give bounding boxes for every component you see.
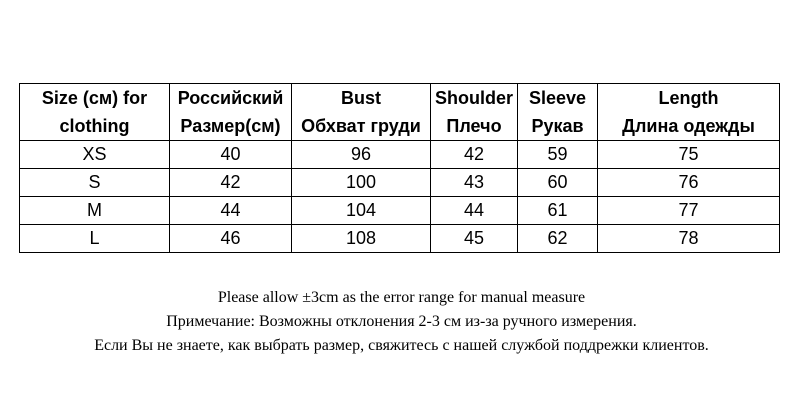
header-length — [598, 84, 780, 141]
cell-length: 76 — [598, 169, 780, 197]
table-row — [20, 169, 780, 197]
cell-size: M — [20, 197, 170, 225]
cell-russian-size: 42 — [170, 169, 292, 197]
header-size — [20, 84, 170, 141]
header-russian-size-line1: Российский — [177, 88, 284, 108]
header-length-line1: Length — [658, 88, 719, 108]
cell-size: XS — [20, 141, 170, 169]
size-chart-table — [19, 83, 780, 253]
note-measure-tolerance-ru: Примечание: Возможны отклонения 2-3 см из-за ручного измерения. — [166, 313, 637, 330]
header-bust-line2: Обхват груди — [301, 116, 421, 136]
cell-length: 75 — [598, 141, 780, 169]
cell-length: 77 — [598, 197, 780, 225]
header-sleeve-line1: Sleeve — [528, 88, 587, 108]
table-row — [20, 141, 780, 169]
header-bust — [292, 84, 431, 141]
cell-bust: 108 — [292, 225, 431, 253]
table-header-row — [20, 84, 780, 141]
table-row — [20, 225, 780, 253]
header-russian-size-line2: Размер(см) — [180, 116, 281, 136]
cell-shoulder: 44 — [431, 197, 518, 225]
table-row — [20, 197, 780, 225]
cell-russian-size: 44 — [170, 197, 292, 225]
header-size-line2: clothing — [59, 116, 130, 136]
cell-bust: 104 — [292, 197, 431, 225]
header-shoulder-line1: Shoulder — [434, 88, 513, 108]
header-shoulder-line2: Плечо — [446, 116, 502, 136]
cell-sleeve: 60 — [518, 169, 598, 197]
notes-block — [0, 286, 803, 358]
cell-russian-size: 40 — [170, 141, 292, 169]
cell-length: 78 — [598, 225, 780, 253]
cell-sleeve: 62 — [518, 225, 598, 253]
cell-size: L — [20, 225, 170, 253]
note-contact-support: Если Вы не знаете, как выбрать размер, свяжитесь с нашей службой поддрежки клиентов. — [94, 337, 709, 354]
cell-sleeve: 59 — [518, 141, 598, 169]
header-sleeve-line2: Рукав — [531, 116, 584, 136]
cell-bust: 100 — [292, 169, 431, 197]
cell-shoulder: 45 — [431, 225, 518, 253]
cell-shoulder: 43 — [431, 169, 518, 197]
header-bust-line1: Bust — [341, 88, 381, 108]
header-russian-size — [170, 84, 292, 141]
header-sleeve — [518, 84, 598, 141]
cell-bust: 96 — [292, 141, 431, 169]
cell-shoulder: 42 — [431, 141, 518, 169]
header-shoulder — [431, 84, 518, 141]
cell-russian-size: 46 — [170, 225, 292, 253]
header-length-line2: Длина одежды — [622, 116, 755, 136]
note-measure-tolerance: Please allow ±3cm as the error range for manual measure — [217, 289, 586, 306]
header-size-line1: Size (см) for — [41, 88, 148, 108]
cell-size: S — [20, 169, 170, 197]
cell-sleeve: 61 — [518, 197, 598, 225]
